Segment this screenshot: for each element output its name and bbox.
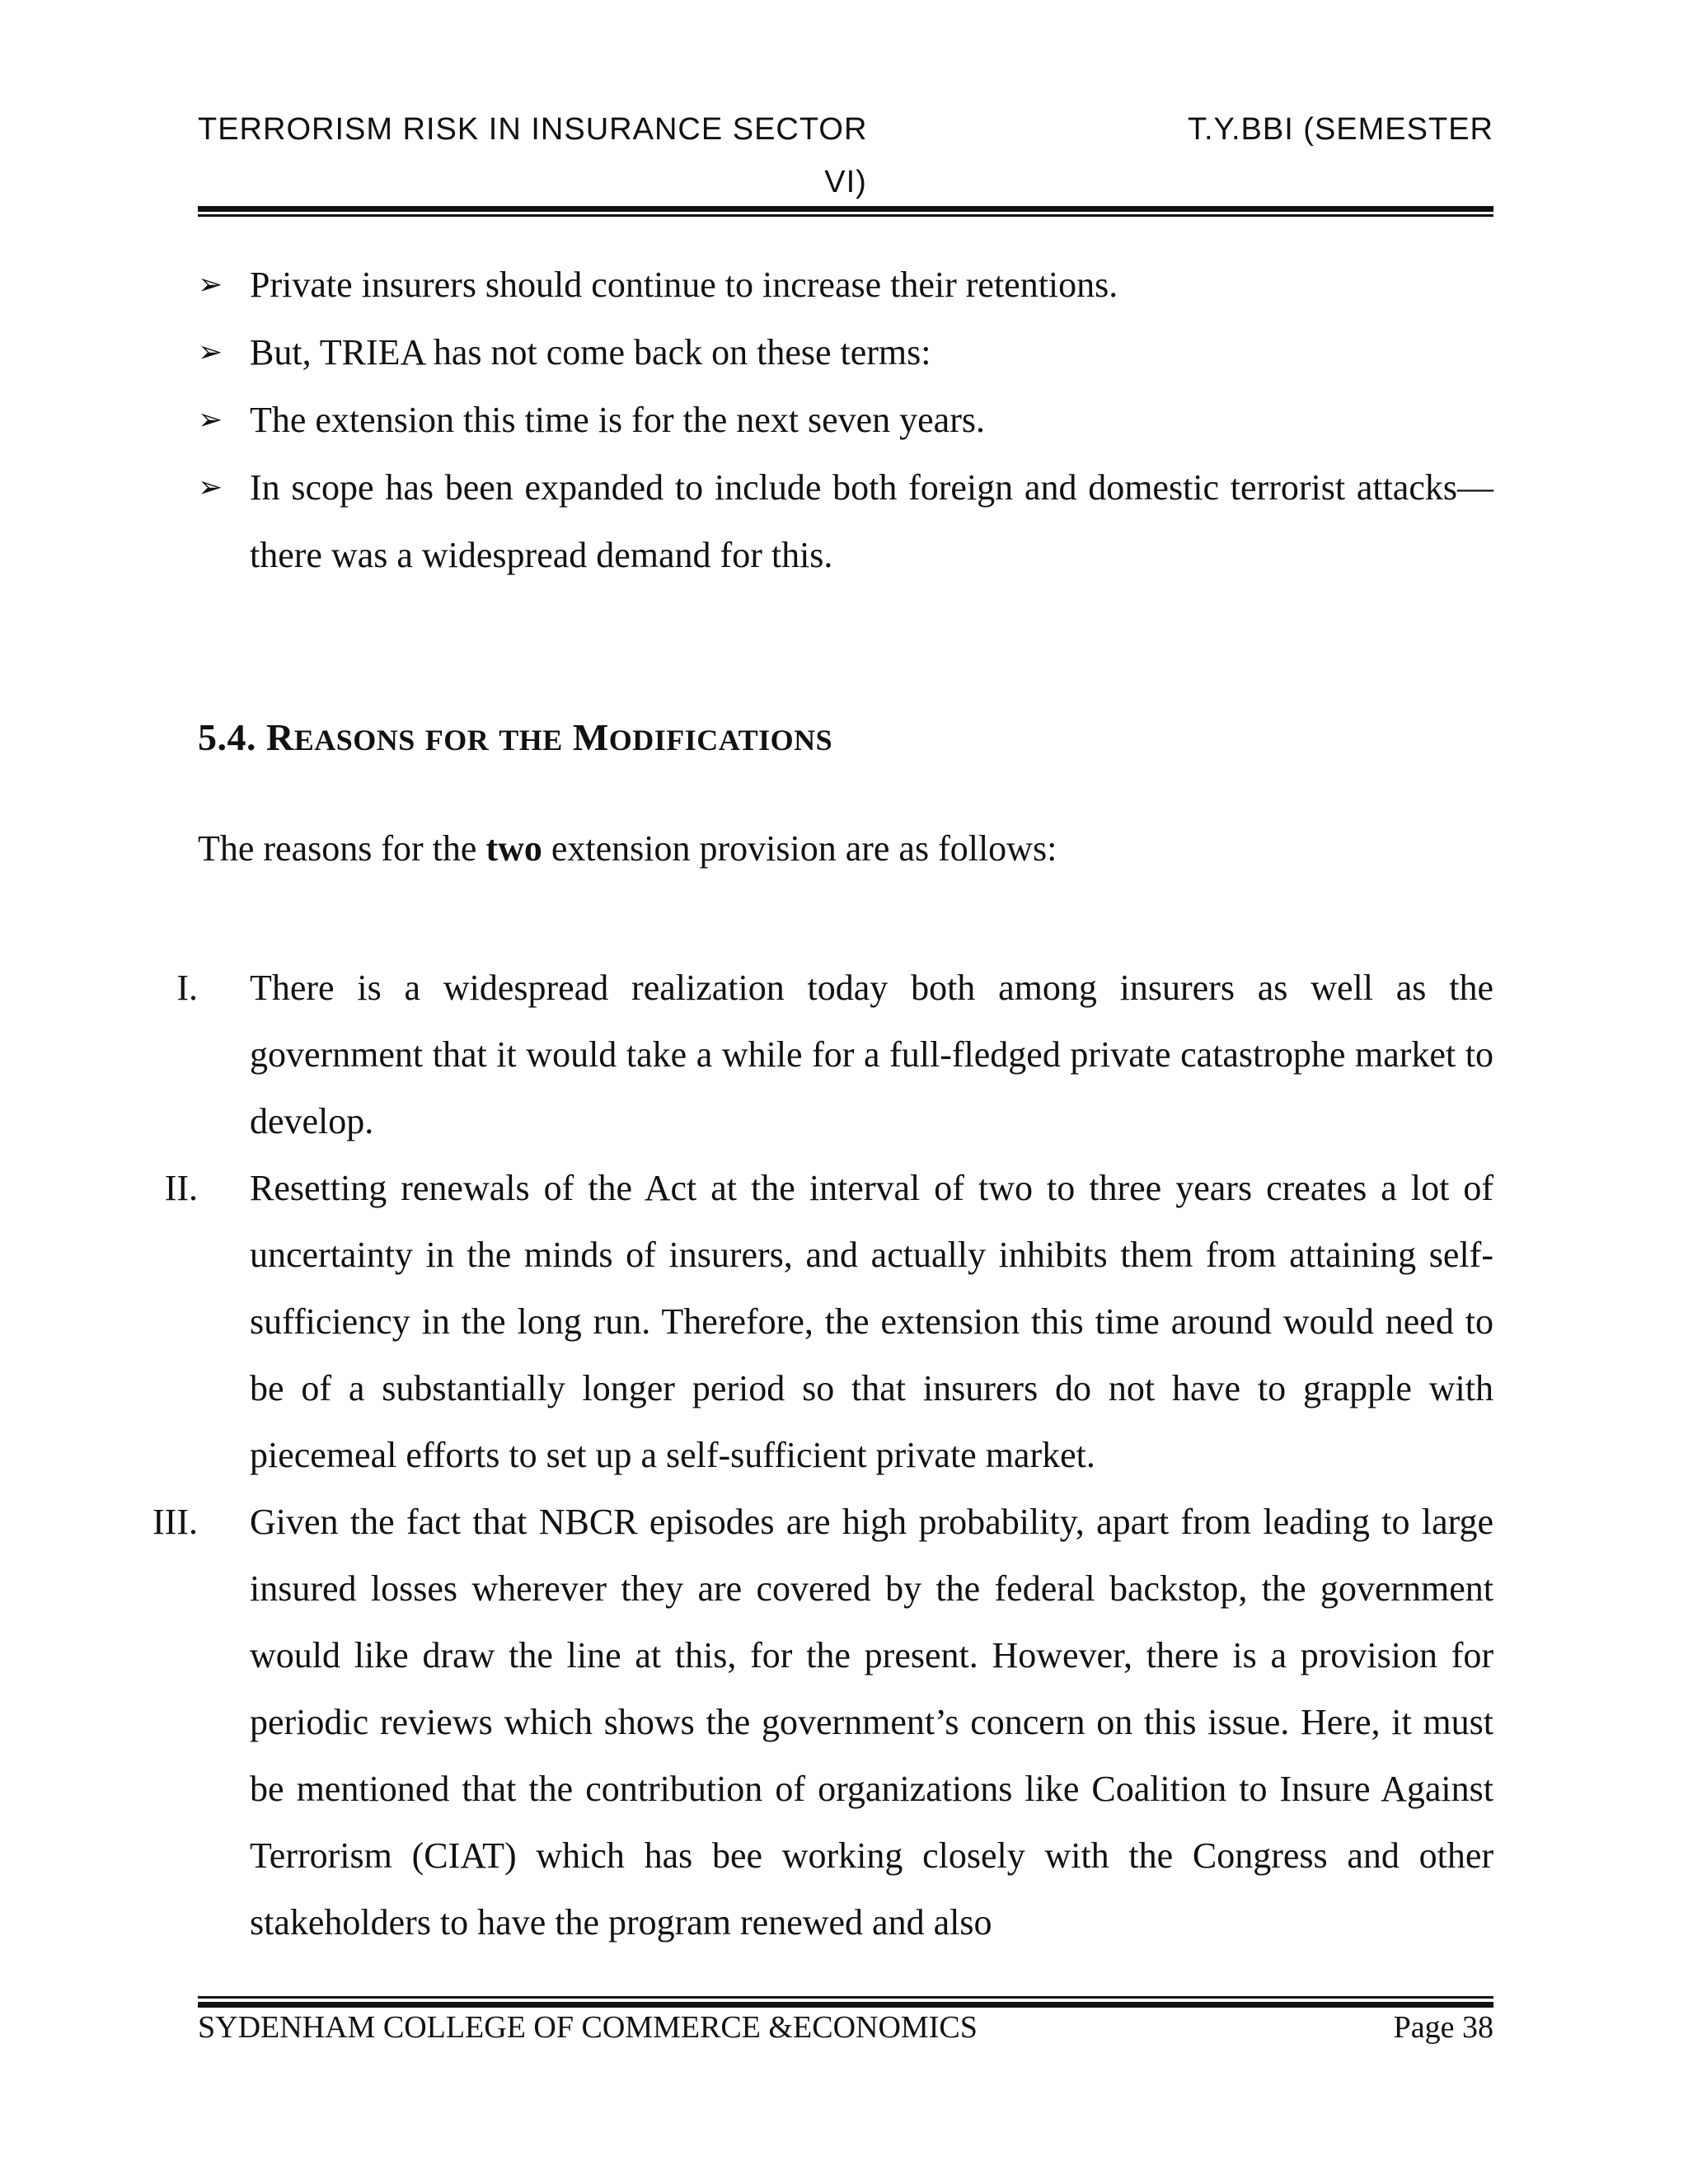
footer-rule-thin bbox=[198, 1996, 1493, 1999]
arrow-bullet-icon: ➢ bbox=[198, 471, 223, 504]
reason-number: I. bbox=[176, 968, 198, 1008]
bullet-text: Private insurers should continue to increase their retentions. bbox=[250, 265, 1118, 305]
intro-paragraph bbox=[198, 824, 1057, 874]
arrow-bullet-icon: ➢ bbox=[198, 403, 223, 437]
bullet-text: The extension this time is for the next seven years. bbox=[250, 400, 985, 440]
reason-text: Given the fact that NBCR episodes are high probability, apart from leading to large insured losses wherever they are covered by the federal backstop, the government would like draw the line at this, for the present. However, there is a provision for periodic reviews which shows the government’s concern on this issue. Here, it must be mentioned that the contribution of organizations like Coalition to Insure Against Terrorism (CIAT) which has bee working closely with the Congress and other stakeholders to have the program renewed and also bbox=[250, 1502, 1493, 1943]
section-number: 5.4. bbox=[198, 716, 256, 758]
bullet-list bbox=[198, 251, 1493, 589]
page-number: Page 38 bbox=[1393, 2010, 1493, 2045]
header-rule-thin bbox=[198, 214, 1493, 217]
bullet-text: In scope has been expanded to include both foreign and domestic terrorist attacks—there was a widespread demand for this. bbox=[250, 467, 1493, 575]
intro-text-bold: two bbox=[485, 828, 542, 869]
list-item bbox=[198, 251, 1493, 319]
list-item bbox=[148, 1155, 1493, 1488]
header-course: T.Y.BBI (SEMESTER bbox=[1187, 112, 1493, 147]
bullet-text: But, TRIEA has not come back on these terms: bbox=[250, 332, 931, 373]
reasons-list bbox=[148, 954, 1493, 1956]
arrow-bullet-icon: ➢ bbox=[198, 268, 223, 302]
reason-text: There is a widespread realization today both among insurers as well as the government that it would take a while for a full-fledged private catastrophe market to develop. bbox=[250, 968, 1493, 1141]
section-heading bbox=[198, 715, 832, 759]
footer-college: SYDENHAM COLLEGE OF COMMERCE &ECONOMICS bbox=[198, 2010, 978, 2045]
reason-number: III. bbox=[152, 1502, 198, 1542]
reason-number: II. bbox=[164, 1168, 198, 1208]
header-course-continued: VI) bbox=[824, 165, 867, 199]
list-item bbox=[198, 454, 1493, 589]
list-item bbox=[198, 387, 1493, 454]
list-item bbox=[148, 1488, 1493, 1956]
page-footer bbox=[198, 2009, 1493, 2046]
header-title: TERRORISM RISK IN INSURANCE SECTOR bbox=[198, 112, 868, 147]
section-title: REASONS FOR THE MODIFICATIONS bbox=[266, 716, 833, 758]
reason-text: Resetting renewals of the Act at the interval of two to three years creates a lot of uncertainty in the minds of insurers, and actually inhibits them from attaining self-sufficiency in the long run. Therefore, the extension this time around would need to be of a substantially longer period so that insurers do not have to grapple with piecemeal efforts to set up a self-sufficient private market. bbox=[250, 1168, 1493, 1475]
list-item bbox=[198, 319, 1493, 387]
arrow-bullet-icon: ➢ bbox=[198, 335, 223, 369]
intro-text-before: The reasons for the bbox=[198, 828, 486, 869]
footer-rule-thick bbox=[198, 2002, 1493, 2008]
header-rule-thick bbox=[198, 206, 1493, 212]
intro-text-after: extension provision are as follows: bbox=[542, 828, 1057, 869]
list-item bbox=[148, 954, 1493, 1155]
